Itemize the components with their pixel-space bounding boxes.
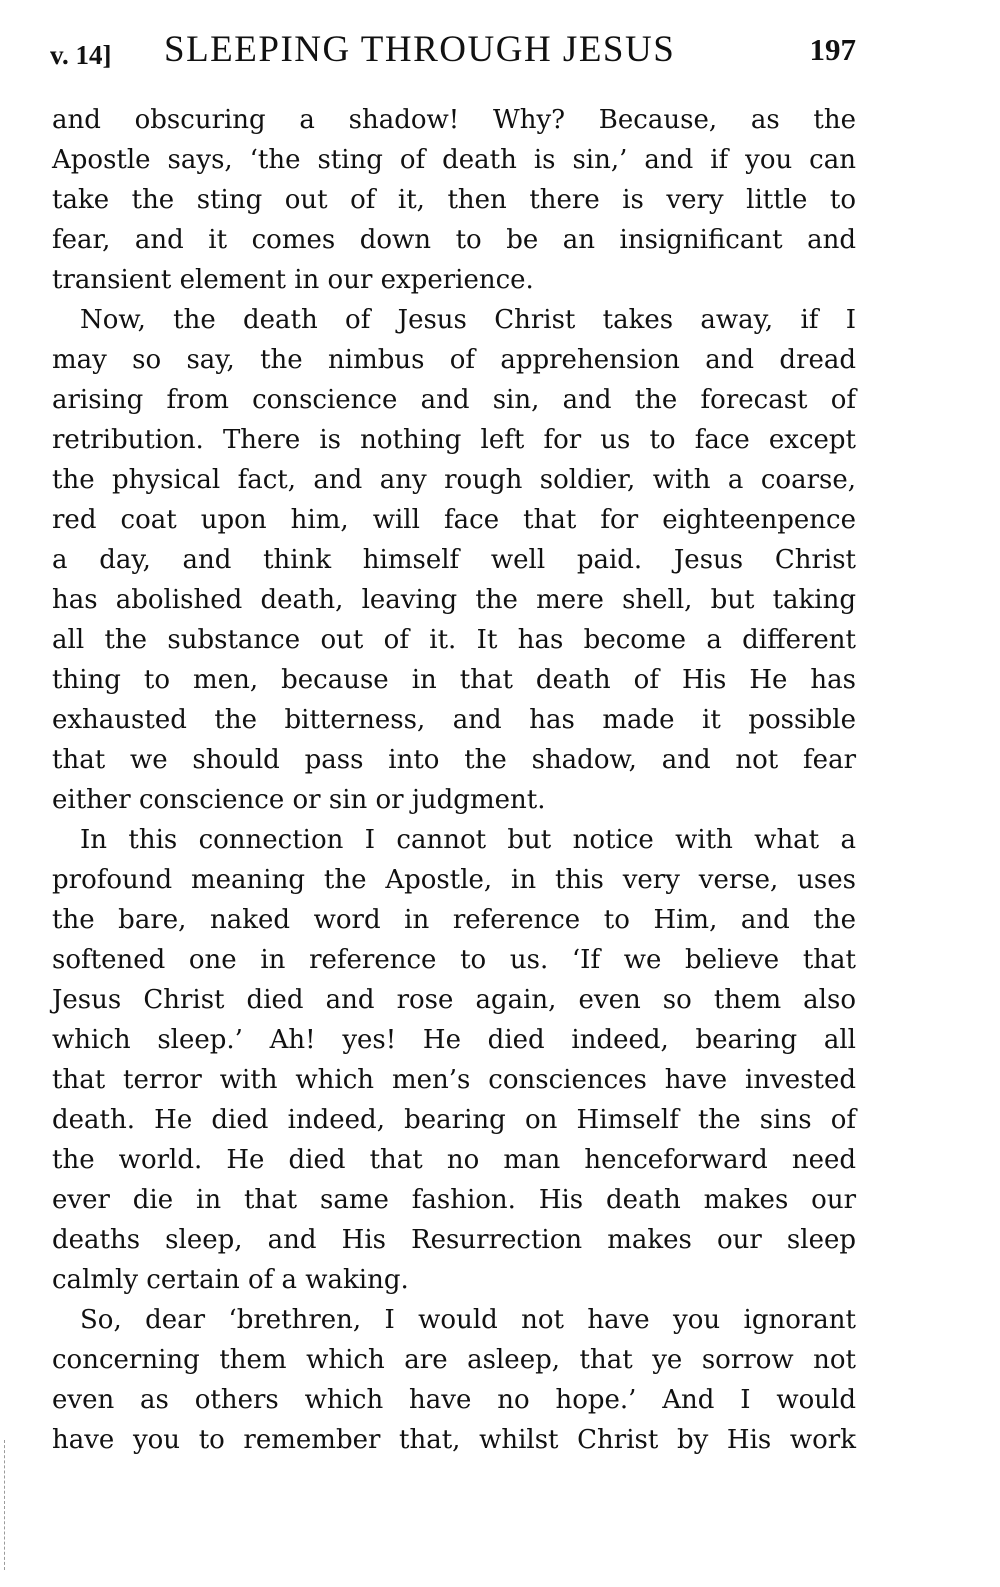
text-line: and obscuring a shadow! Why? Because, as the [52, 105, 856, 135]
text-line: arising from conscience and sin, and the forecast of [52, 385, 856, 415]
text-line: Apostle says, ‘the sting of death is sin,’ and if you can [52, 145, 856, 175]
paragraph-1 [52, 100, 856, 300]
text-line: concerning them which are asleep, that ye sorrow not [52, 1345, 856, 1375]
text-line: have you to remember that, whilst Christ by His work [52, 1425, 856, 1455]
text-line: that terror with which men’s consciences have invested [52, 1065, 856, 1095]
text-line: retribution. There is nothing left for us to face except [52, 425, 856, 455]
paragraph-3 [52, 820, 856, 1300]
text-line: In this connection I cannot but notice with what a [80, 825, 856, 855]
running-head [52, 28, 856, 80]
text-line: exhausted the bitterness, and has made it possible [52, 705, 856, 735]
chapter-title: SLEEPING THROUGH JESUS [164, 29, 676, 70]
scan-margin-mark [4, 1440, 5, 1570]
text-line: calmly certain of a waking. [52, 1265, 409, 1295]
text-line: transient element in our experience. [52, 265, 534, 295]
text-line: red coat upon him, will face that for eighteenpence [52, 505, 856, 535]
text-line: death. He died indeed, bearing on Himself the sins of [52, 1105, 856, 1135]
text-line: has abolished death, leaving the mere shell, but taking [52, 585, 856, 615]
text-line: the world. He died that no man henceforward need [52, 1145, 856, 1175]
page-number: 197 [809, 32, 856, 67]
book-page [52, 28, 856, 1460]
text-line: profound meaning the Apostle, in this very verse, uses [52, 865, 856, 895]
text-line: which sleep.’ Ah! yes! He died indeed, bearing all [52, 1025, 856, 1055]
body-text [52, 100, 856, 1460]
text-line: a day, and think himself well paid. Jesus Christ [52, 545, 856, 575]
text-line: the bare, naked word in reference to Him, and the [52, 905, 856, 935]
text-line: may so say, the nimbus of apprehension and dread [52, 345, 856, 375]
text-line: the physical fact, and any rough soldier, with a coarse, [52, 465, 856, 495]
text-line: Jesus Christ died and rose again, even so them also [52, 985, 856, 1015]
text-line: fear, and it comes down to be an insignificant and [52, 225, 856, 255]
paragraph-2 [52, 300, 856, 820]
text-line: deaths sleep, and His Resurrection makes our sleep [52, 1225, 856, 1255]
text-line: softened one in reference to us. ‘If we believe that [52, 945, 856, 975]
text-line: take the sting out of it, then there is very little to [52, 185, 856, 215]
text-line: thing to men, because in that death of His He has [52, 665, 856, 695]
text-line: So, dear ‘brethren, I would not have you ignorant [80, 1305, 856, 1335]
text-line: all the substance out of it. It has become a different [52, 625, 856, 655]
text-line: that we should pass into the shadow, and not fear [52, 745, 856, 775]
paragraph-4 [52, 1300, 856, 1460]
text-line: ever die in that same fashion. His death makes our [52, 1185, 856, 1215]
text-line: even as others which have no hope.’ And I would [52, 1385, 856, 1415]
text-line: either conscience or sin or judgment. [52, 785, 546, 815]
verse-reference: v. 14] [50, 40, 112, 70]
text-line: Now, the death of Jesus Christ takes away, if I [80, 305, 856, 335]
